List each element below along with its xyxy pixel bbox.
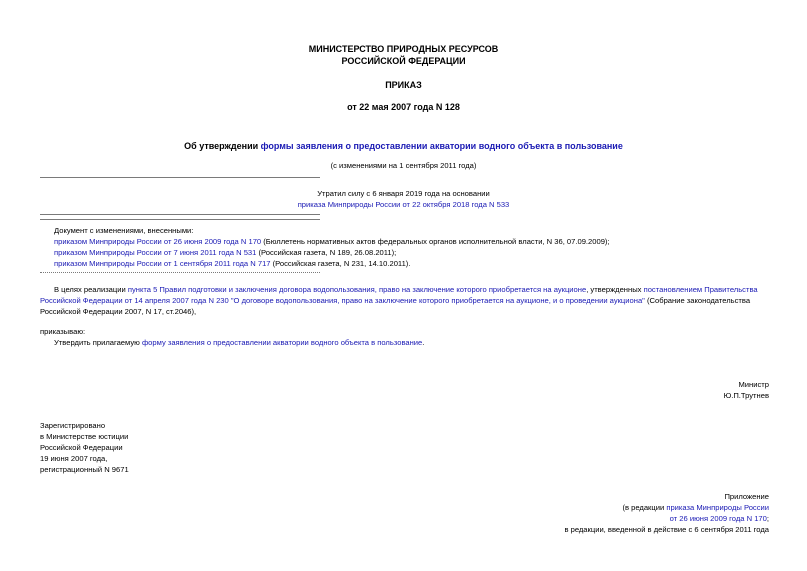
changes-intro: Документ с изменениями, внесенными: <box>54 226 194 235</box>
change-link[interactable]: приказом Минприроды России от 26 июня 2009 года N 170 <box>54 237 262 246</box>
ministry-name-line1: МИНИСТЕРСТВО ПРИРОДНЫХ РЕСУРСОВ <box>308 44 499 54</box>
appendix-date-link[interactable]: от 26 июня 2009 года N 170 <box>669 514 767 523</box>
appendix-edition-prefix: (в редакции <box>622 503 667 512</box>
document-type: ПРИКАЗ <box>385 80 422 90</box>
title-link[interactable]: формы заявления о предоставлении акватории водного объекта в пользование <box>260 141 623 151</box>
change-source: (Российская газета, N 231, 14.10.2011). <box>270 259 411 268</box>
appendix-title: Приложение <box>724 492 769 501</box>
expired-link-line <box>0 199 807 210</box>
approval-text: Утвердить прилагаемую <box>54 338 142 347</box>
appendix-edition-date <box>670 513 769 524</box>
rules-link[interactable]: пункта 5 Правил подготовки и заключения договора водопользования, право на заключение которого приобретается на аукционе <box>127 285 587 294</box>
registration-line: Зарегистрировано <box>40 421 106 430</box>
approval-paragraph <box>54 337 424 348</box>
registration-line: в Министерстве юстиции <box>40 432 129 441</box>
registration-line: регистрационный N 9671 <box>40 465 129 474</box>
form-link[interactable]: форму заявления о предоставлении акватории водного объекта в пользование <box>141 338 423 347</box>
registration-line: Российской Федерации <box>40 443 123 452</box>
change-item <box>54 247 396 258</box>
approval-text: . <box>422 338 425 347</box>
preamble-text: (Собрание законодательства Российской Федерации 2007, N 17, ст.2046), <box>40 296 751 317</box>
appendix-edition-suffix: ; <box>766 514 769 523</box>
preamble-paragraph <box>40 284 770 318</box>
order-word: приказываю: <box>40 327 86 336</box>
divider <box>40 214 320 215</box>
divider <box>40 177 320 178</box>
change-source: (Бюллетень нормативных актов федеральных органов исполнительной власти, N 36, 07.09.2009); <box>261 237 610 246</box>
document-title <box>0 141 807 151</box>
change-item <box>54 258 410 269</box>
ministry-name-line2: РОССИЙСКОЙ ФЕДЕРАЦИИ <box>341 56 466 66</box>
amendment-status: (с изменениями на 1 сентября 2011 года) <box>330 161 477 170</box>
registration-line: 19 июня 2007 года, <box>40 454 108 463</box>
appendix-order-link[interactable]: приказа Минприроды России <box>666 503 769 512</box>
appendix-edition <box>622 502 769 513</box>
change-source: (Российская газета, N 189, 26.08.2011); <box>256 248 397 257</box>
change-link[interactable]: приказом Минприроды России от 7 июня 2011 года N 531 <box>54 248 257 257</box>
resolution-link[interactable]: постановлением Правительства Российской Федерации от 14 апреля 2007 года N 230 "О договоре водопользования, право на заключение которого приобретается на аукционе, и о проведении аукциона" <box>40 285 758 306</box>
preamble-text: В целях реализации <box>54 285 128 294</box>
change-item <box>54 236 610 247</box>
preamble-text: , утвержденных <box>586 285 644 294</box>
expired-basis-link[interactable]: приказа Минприроды России от 22 октября 2018 года N 533 <box>297 200 510 209</box>
divider <box>40 272 320 273</box>
expired-notice: Утратил силу с 6 января 2019 года на основании <box>317 189 490 198</box>
change-link[interactable]: приказом Минприроды России от 1 сентября 2011 года N 717 <box>54 259 271 268</box>
document-date: от 22 мая 2007 года N 128 <box>347 102 460 112</box>
appendix-effective: в редакции, введенной в действие с 6 сентября 2011 года <box>564 525 769 534</box>
signer-position: Министр <box>738 380 769 389</box>
signer-name: Ю.П.Трутнев <box>723 391 769 400</box>
title-prefix: Об утверждении <box>184 141 261 151</box>
divider <box>40 219 320 220</box>
